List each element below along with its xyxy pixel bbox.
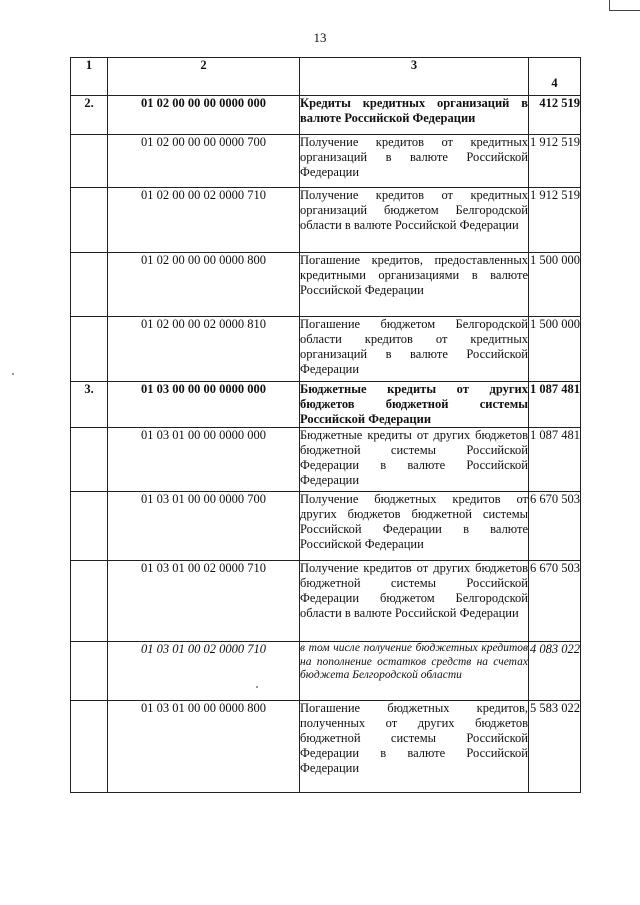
row-amount: 412 519: [529, 96, 581, 135]
budget-sources-table: [70, 57, 581, 793]
budget-code: 01 03 01 00 00 0000 700: [108, 492, 300, 561]
row-amount: 1 912 519: [529, 188, 581, 253]
row-number: 3.: [71, 382, 108, 428]
row-amount: 1 500 000: [529, 253, 581, 317]
scan-corner-mark: [609, 0, 640, 11]
table-header-row: [71, 58, 581, 96]
row-description: Бюджетные кредиты от других бюджетов бюджетной системы Российской Федерации: [300, 382, 528, 426]
row-amount: 1 087 481: [529, 428, 581, 492]
table-row: [71, 642, 581, 701]
row-amount: 5 583 022: [529, 701, 581, 793]
row-description: Погашение кредитов, предоставленных кредитными организациями в валюте Российской Федерации: [300, 253, 529, 317]
row-number: [71, 253, 108, 317]
table-row: [71, 135, 581, 188]
budget-code: 01 03 00 00 00 0000 000: [108, 382, 300, 428]
header-cell: 3: [300, 58, 529, 96]
row-description: Погашение бюджетных кредитов, полученных от других бюджетов бюджетной системы Российской Федерации в валюте Российской Федерации: [300, 701, 529, 793]
row-amount: 1 912 519: [529, 135, 581, 188]
header-cell: 2: [108, 58, 300, 96]
budget-code: 01 03 01 00 00 0000 000: [108, 428, 300, 492]
row-number: 2.: [71, 96, 108, 135]
table-row: [71, 428, 581, 492]
row-number: [71, 701, 108, 793]
table-row: [71, 96, 581, 135]
row-description: Получение кредитов от кредитных организаций бюджетом Белгородской области в валюте Российской Федерации: [300, 188, 529, 253]
row-amount: 6 670 503: [529, 492, 581, 561]
row-amount: 6 670 503: [529, 561, 581, 642]
budget-code: 01 02 00 00 02 0000 710: [108, 188, 300, 253]
budget-code: 01 02 00 00 00 0000 800: [108, 253, 300, 317]
page-number: 13: [313, 30, 327, 45]
row-description: Получение кредитов от кредитных организаций в валюте Российской Федерации: [300, 135, 529, 188]
budget-code: 01 03 01 00 02 0000 710: [108, 561, 300, 642]
table-row: [71, 561, 581, 642]
row-number: [71, 135, 108, 188]
row-number: [71, 642, 108, 701]
row-number: [71, 317, 108, 382]
row-amount: 1 500 000: [529, 317, 581, 382]
table-row: [71, 701, 581, 793]
budget-code: 01 03 01 00 02 0000 710: [108, 642, 300, 701]
scan-dot: [12, 373, 14, 375]
table-row: [71, 492, 581, 561]
row-description: Погашение бюджетом Белгородской области кредитов от кредитных организаций в валюте Российской Федерации: [300, 317, 529, 382]
row-description: в том числе получение бюджетных кредитов на пополнение остатков средств на счетах бюджета Белгородской области: [300, 642, 529, 701]
budget-code: 01 03 01 00 00 0000 800: [108, 701, 300, 793]
row-number: [71, 492, 108, 561]
budget-code: 01 02 00 00 00 0000 700: [108, 135, 300, 188]
budget-code: 01 02 00 00 02 0000 810: [108, 317, 300, 382]
header-cell: 1: [71, 58, 108, 96]
table-row: [71, 188, 581, 253]
row-number: [71, 561, 108, 642]
row-number: [71, 428, 108, 492]
table-row: [71, 382, 581, 428]
row-amount: 1 087 481: [529, 382, 581, 428]
row-number: [71, 188, 108, 253]
header-cell: 4: [529, 58, 581, 96]
table-row: [71, 253, 581, 317]
row-description: Кредиты кредитных организаций в валюте Российской Федерации: [300, 96, 529, 135]
budget-code: 01 02 00 00 00 0000 000: [108, 96, 300, 135]
row-amount: 4 083 022: [529, 642, 581, 701]
row-description: Получение кредитов от других бюджетов бюджетной системы Российской Федерации бюджетом Белгородской области в валюте Российской Федерации: [300, 561, 529, 642]
row-description: Бюджетные кредиты от других бюджетов бюджетной системы Российской Федерации в валюте Российской Федерации: [300, 428, 529, 492]
table-row: [71, 317, 581, 382]
row-description: Получение бюджетных кредитов от других бюджетов бюджетной системы Российской Федерации в валюте Российской Федерации: [300, 492, 529, 561]
